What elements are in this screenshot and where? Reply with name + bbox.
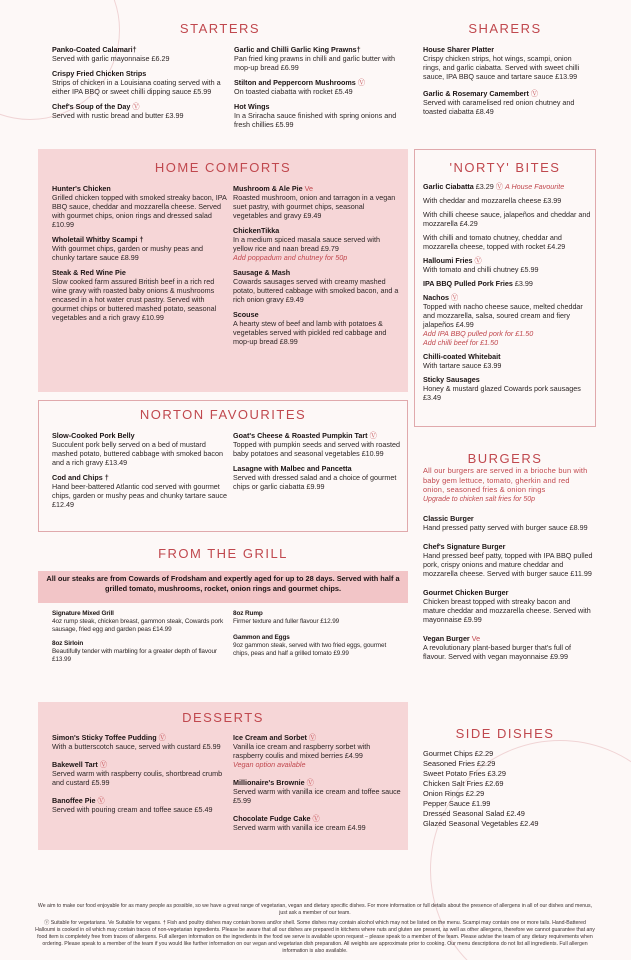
desserts-title: DESSERTS <box>182 710 264 725</box>
menu-item: Classic Burger Hand pressed patty served with burger sauce £8.99 <box>423 513 588 532</box>
menu-item: With chilli and tomato chutney, cheddar and mozzarella cheese, topped with rocket £4.29 <box>423 233 566 251</box>
menu-item: IPA BBQ Pulled Pork Fries £3.99 <box>423 279 533 288</box>
menu-item: Nachos Ⓥ Topped with nacho cheese sauce, melted cheddar and mozzarella, salsa, soured cream and fiery jalapeños £4.99 Add IPA BBQ pulled pork for £1.50 Add chilli beef for £1.50 <box>423 293 583 347</box>
menu-item: With cheddar and mozzarella cheese £3.99 <box>423 196 562 205</box>
vegan-icon: Ve <box>304 184 314 193</box>
vegetarian-icon: Ⓥ <box>312 814 320 823</box>
grill-banner: All our steaks are from Cowards of Frodsham and expertly aged for up to 28 days. Served with half a grilled tomato, mushrooms, rocket, onion rings and gourmet chips. <box>38 571 408 603</box>
menu-item: Vegan Burger Ve A revolutionary plant-based burger that's full of flavour. Served with vegan mayonnaise £9.99 <box>423 633 572 661</box>
starters-title: STARTERS <box>179 21 261 36</box>
menu-item: Steak & Red Wine Pie Slow cooked farm assured British beef in a rich red wine gravy with roasted baby onions & mushrooms encased in a hot water crust pastry. Served with gourmet chips or buttered mashed potato, seasonal vegetables and a rich gravy £10.99 <box>52 268 217 322</box>
sharers-title: SHARERS <box>468 21 542 36</box>
sharers-list <box>423 45 591 122</box>
list-item: Pepper Sauce £1.99 <box>423 799 491 808</box>
side-dishes-list <box>423 749 593 829</box>
vegetarian-icon: Ⓥ <box>530 89 539 98</box>
menu-item: Wholetail Whitby Scampi † With gourmet chips, garden or mushy peas and chunky tartare sauce £8.99 <box>52 235 204 262</box>
home-comforts-left <box>52 184 227 328</box>
list-item: Seasoned Fries £2.29 <box>423 759 496 768</box>
menu-item: 8oz Sirloin Beautifully tender with marbling for a greater depth of flavour £13.99 <box>52 640 217 663</box>
grill-left <box>52 610 227 670</box>
burgers-intro: All our burgers are served in a brioche bun with baby gem lettuce, tomato, gherkin and red onion, seasoned fries & onion rings <box>423 466 588 494</box>
vegetarian-icon: Ⓥ <box>132 102 140 111</box>
norton-favourites-left <box>52 431 227 515</box>
list-item: Gourmet Chips £2.29 <box>423 749 494 758</box>
desserts-left <box>52 733 227 820</box>
menu-item: Mushroom & Ale Pie Ve Roasted mushroom, onion and tarragon in a vegan suet pastry, with gourmet chips, seasonal vegetables and gravy £9.49 <box>233 184 396 220</box>
menu-item: Hot Wings In a Sriracha sauce finished with spring onions and fresh chillies £5.99 <box>234 102 397 129</box>
menu-item: Signature Mixed Grill 4oz rump steak, chicken breast, gammon steak, Cowards pork sausage, fried egg and garden peas £14.99 <box>52 610 224 633</box>
list-item: Chicken Salt Fries £2.69 <box>423 779 504 788</box>
home-comforts-title: HOME COMFORTS <box>154 160 292 175</box>
menu-item: Ice Cream and Sorbet Ⓥ Vanilla ice cream and raspberry sorbet with raspberry coulis and mixed berries £4.99 Vegan option available <box>233 733 371 769</box>
norty-bites-list <box>423 182 591 408</box>
side-dishes-title: SIDE DISHES <box>455 726 555 741</box>
norton-favourites-right <box>233 431 401 497</box>
list-item: Glazed Seasonal Vegetables £2.49 <box>423 819 539 828</box>
vegetarian-icon: Ⓥ <box>474 256 482 265</box>
menu-item: Slow-Cooked Pork Belly Succulent pork belly served on a bed of mustard mashed potato, buttered cabbage with smoked bacon and a rich gravy £13.49 <box>52 431 224 467</box>
vegetarian-icon: Ⓥ <box>369 431 377 440</box>
vegetarian-icon: Ⓥ <box>306 778 314 787</box>
menu-item: Gammon and Eggs 9oz gammon steak, served with two fried eggs, gourmet chips, peas and half a grilled tomato £9.99 <box>233 634 387 657</box>
vegetarian-icon: Ⓥ <box>495 182 503 191</box>
menu-item: Chef's Soup of the Day Ⓥ Served with rustic bread and butter £3.99 <box>52 102 184 120</box>
menu-item: Bakewell Tart Ⓥ Served warm with raspberry coulis, shortbread crumb and custard £5.99 <box>52 760 223 787</box>
menu-item: Halloumi Fries Ⓥ With tomato and chilli chutney £5.99 <box>423 256 539 274</box>
menu-item: Panko-Coated Calamari† Served with garlic mayonnaise £6.29 <box>52 45 170 63</box>
list-item: Dressed Seasonal Salad £2.49 <box>423 809 525 818</box>
menu-item: Chef's Signature Burger Hand pressed beef patty, topped with IPA BBQ pulled pork, crispy onions and mature cheddar and mozzarella cheese. Served with burger sauce £11.99 <box>423 541 593 578</box>
menu-item: Crispy Fried Chicken Strips Strips of chicken in a Louisiana coating served with a either IPA BBQ or sweet chilli dipping sauce £5.99 <box>52 69 221 96</box>
vegetarian-icon: Ⓥ <box>158 733 166 742</box>
menu-item: Hunter's Chicken Grilled chicken topped with smoked streaky bacon, IPA BBQ sauce, cheddar and mozzarella cheese. Served with gourmet chips, onion rings and dressed salad £10.99 <box>52 184 227 229</box>
menu-item: Gourmet Chicken Burger Chicken breast topped with streaky bacon and mature cheddar and mozzarella cheese. Served with mayonnaise £9.99 <box>423 587 591 624</box>
vegetarian-icon: Ⓥ <box>308 733 317 742</box>
menu-item: Sticky Sausages Honey & mustard glazed Cowards pork sausages £3.49 <box>423 375 581 402</box>
menu-item: Simon's Sticky Toffee Pudding Ⓥ With a butterscotch sauce, served with custard £5.99 <box>52 733 221 751</box>
burgers-title: BURGERS <box>467 451 543 466</box>
menu-item: Millionaire's Brownie Ⓥ Served warm with vanilla ice cream and toffee sauce £5.99 <box>233 778 401 805</box>
norty-bites-title: 'NORTY' BITES <box>449 160 561 175</box>
menu-item: Garlic & Rosemary Camembert Ⓥ Served with caramelised red onion chutney and toasted ciabatta £8.49 <box>423 89 575 116</box>
menu-item: Chocolate Fudge Cake Ⓥ Served warm with vanilla ice cream £4.99 <box>233 814 366 832</box>
menu-item: ChickenTikka In a medium spiced masala sauce served with yellow rice and naan bread £9.79 Add poppadum and chutney for 50p <box>233 226 381 262</box>
vegetarian-icon: Ⓥ <box>357 78 366 87</box>
list-item: Onion Rings £2.29 <box>423 789 485 798</box>
menu-item: Lasagne with Malbec and Pancetta Served with dressed salad and a choice of gourmet chips or garlic ciabatta £9.99 <box>233 464 397 491</box>
grill-right <box>233 610 401 664</box>
menu-item: Garlic Ciabatta £3.29 Ⓥ A House Favourite <box>423 182 565 191</box>
menu-item: Cod and Chips † Hand beer-battered Atlantic cod served with gourmet chips, garden or mushy peas and chunky tartare sauce £12.49 <box>52 473 227 509</box>
vegetarian-icon: Ⓥ <box>99 760 108 769</box>
menu-item: 8oz Rump Firmer texture and fuller flavour £12.99 <box>233 610 340 625</box>
vegan-icon: Ve <box>471 633 481 643</box>
desserts-right <box>233 733 401 838</box>
vegetarian-icon: Ⓥ <box>450 293 459 302</box>
menu-item: Goat's Cheese & Roasted Pumpkin Tart Ⓥ Topped with pumpkin seeds and served with roasted baby potatoes and seasonal vegetables £10.99 <box>233 431 401 458</box>
home-comforts-right <box>233 184 401 352</box>
menu-item: Chilli-coated Whitebait With tartare sauce £3.99 <box>423 352 502 370</box>
grill-title: FROM THE GRILL <box>158 546 288 561</box>
starters-right <box>234 45 404 135</box>
menu-item: Garlic and Chilli Garlic King Prawns† Pan fried king prawns in chilli and garlic butter with mop-up bread £6.99 <box>234 45 395 72</box>
vegetarian-icon: Ⓥ <box>97 796 105 805</box>
menu-item: House Sharer Platter Crispy chicken strips, hot wings, scampi, onion rings, and garlic ciabatta. Served with sweet chilli sauce, IPA BBQ sauce and tartare sauce £13.99 <box>423 45 580 81</box>
norton-favourites-title: NORTON FAVOURITES <box>139 407 307 422</box>
menu-item: Banoffee Pie Ⓥ Served with pouring cream and toffee sauce £5.49 <box>52 796 213 814</box>
list-item: Sweet Potato Fries £3.29 <box>423 769 507 778</box>
starters-left <box>52 45 227 126</box>
menu-item: With chilli cheese sauce, jalapeños and cheddar and mozzarella £4.29 <box>423 210 591 228</box>
menu-item: Stilton and Peppercorn Mushrooms Ⓥ On toasted ciabatta with rocket £5.49 <box>234 78 366 96</box>
menu-item: Scouse A hearty stew of beef and lamb with potatoes & vegetables served with pickled red cabbage and mop-up bread £8.99 <box>233 310 387 346</box>
burgers-list: All our burgers are served in a brioche bun with baby gem lettuce, tomato, gherkin and red onion, seasoned fries & onion rings Upgrade to chicken salt fries for 50p Classic Burger Hand pressed patty served with burger sauce £8.99 Chef's Signature Burger Hand pressed beef patty, topped with IPA BBQ pulled pork, crispy onions and mature cheddar and mozzarella cheese. Served with burger sauce £11.99 Gourmet Chicken Burger Chicken breast topped with streaky bacon and mature cheddar and mozzarella cheese. Served with mayonnaise £9.99 Vegan Burger Ve A revolutionary plant-based burger that's full of flavour. Served with vegan mayonnaise £9.99 <box>423 466 593 661</box>
allergen-footer: We aim to make our food enjoyable for as many people as possible, so we have a great range of vegetarian, vegan and dietary specific dishes. For more information or full details about the presence of allergens in all of our dishes and menus, just ask a member of our team. Ⓥ Suitable for vegetarians. Ve Suitable for vegans. † Fish and poultry dishes may contain bones and/or shell. Some dishes may contain alcohol which may not be listed on the menu. Scampi may contain one or more tails. Hand-Battered Halloumi is cooked in oil which may contain traces of non-vegetarian ingredients. Please be aware that all our dishes are prepared in kitchens where nuts and gluten are present, as well as other allergens, therefore we cannot guarantee that any food item is completely free from traces of allergens. Full allergen information on the ingredients in the food we serve is available upon request – please speak to a member of the team. Please advise the team of any dietary requirements when ordering. Please speak to a member of the team if you would like further information on our vegan and vegetarian dish preparation. All weights are approximate prior to cooking. Our menu descriptions do not list all ingredients. Full allergen information is also available. <box>35 903 595 954</box>
menu-item: Sausage & Mash Cowards sausages served with creamy mashed potato, buttered cabbage with smoked bacon, and a rich onion gravy £9.49 <box>233 268 399 304</box>
